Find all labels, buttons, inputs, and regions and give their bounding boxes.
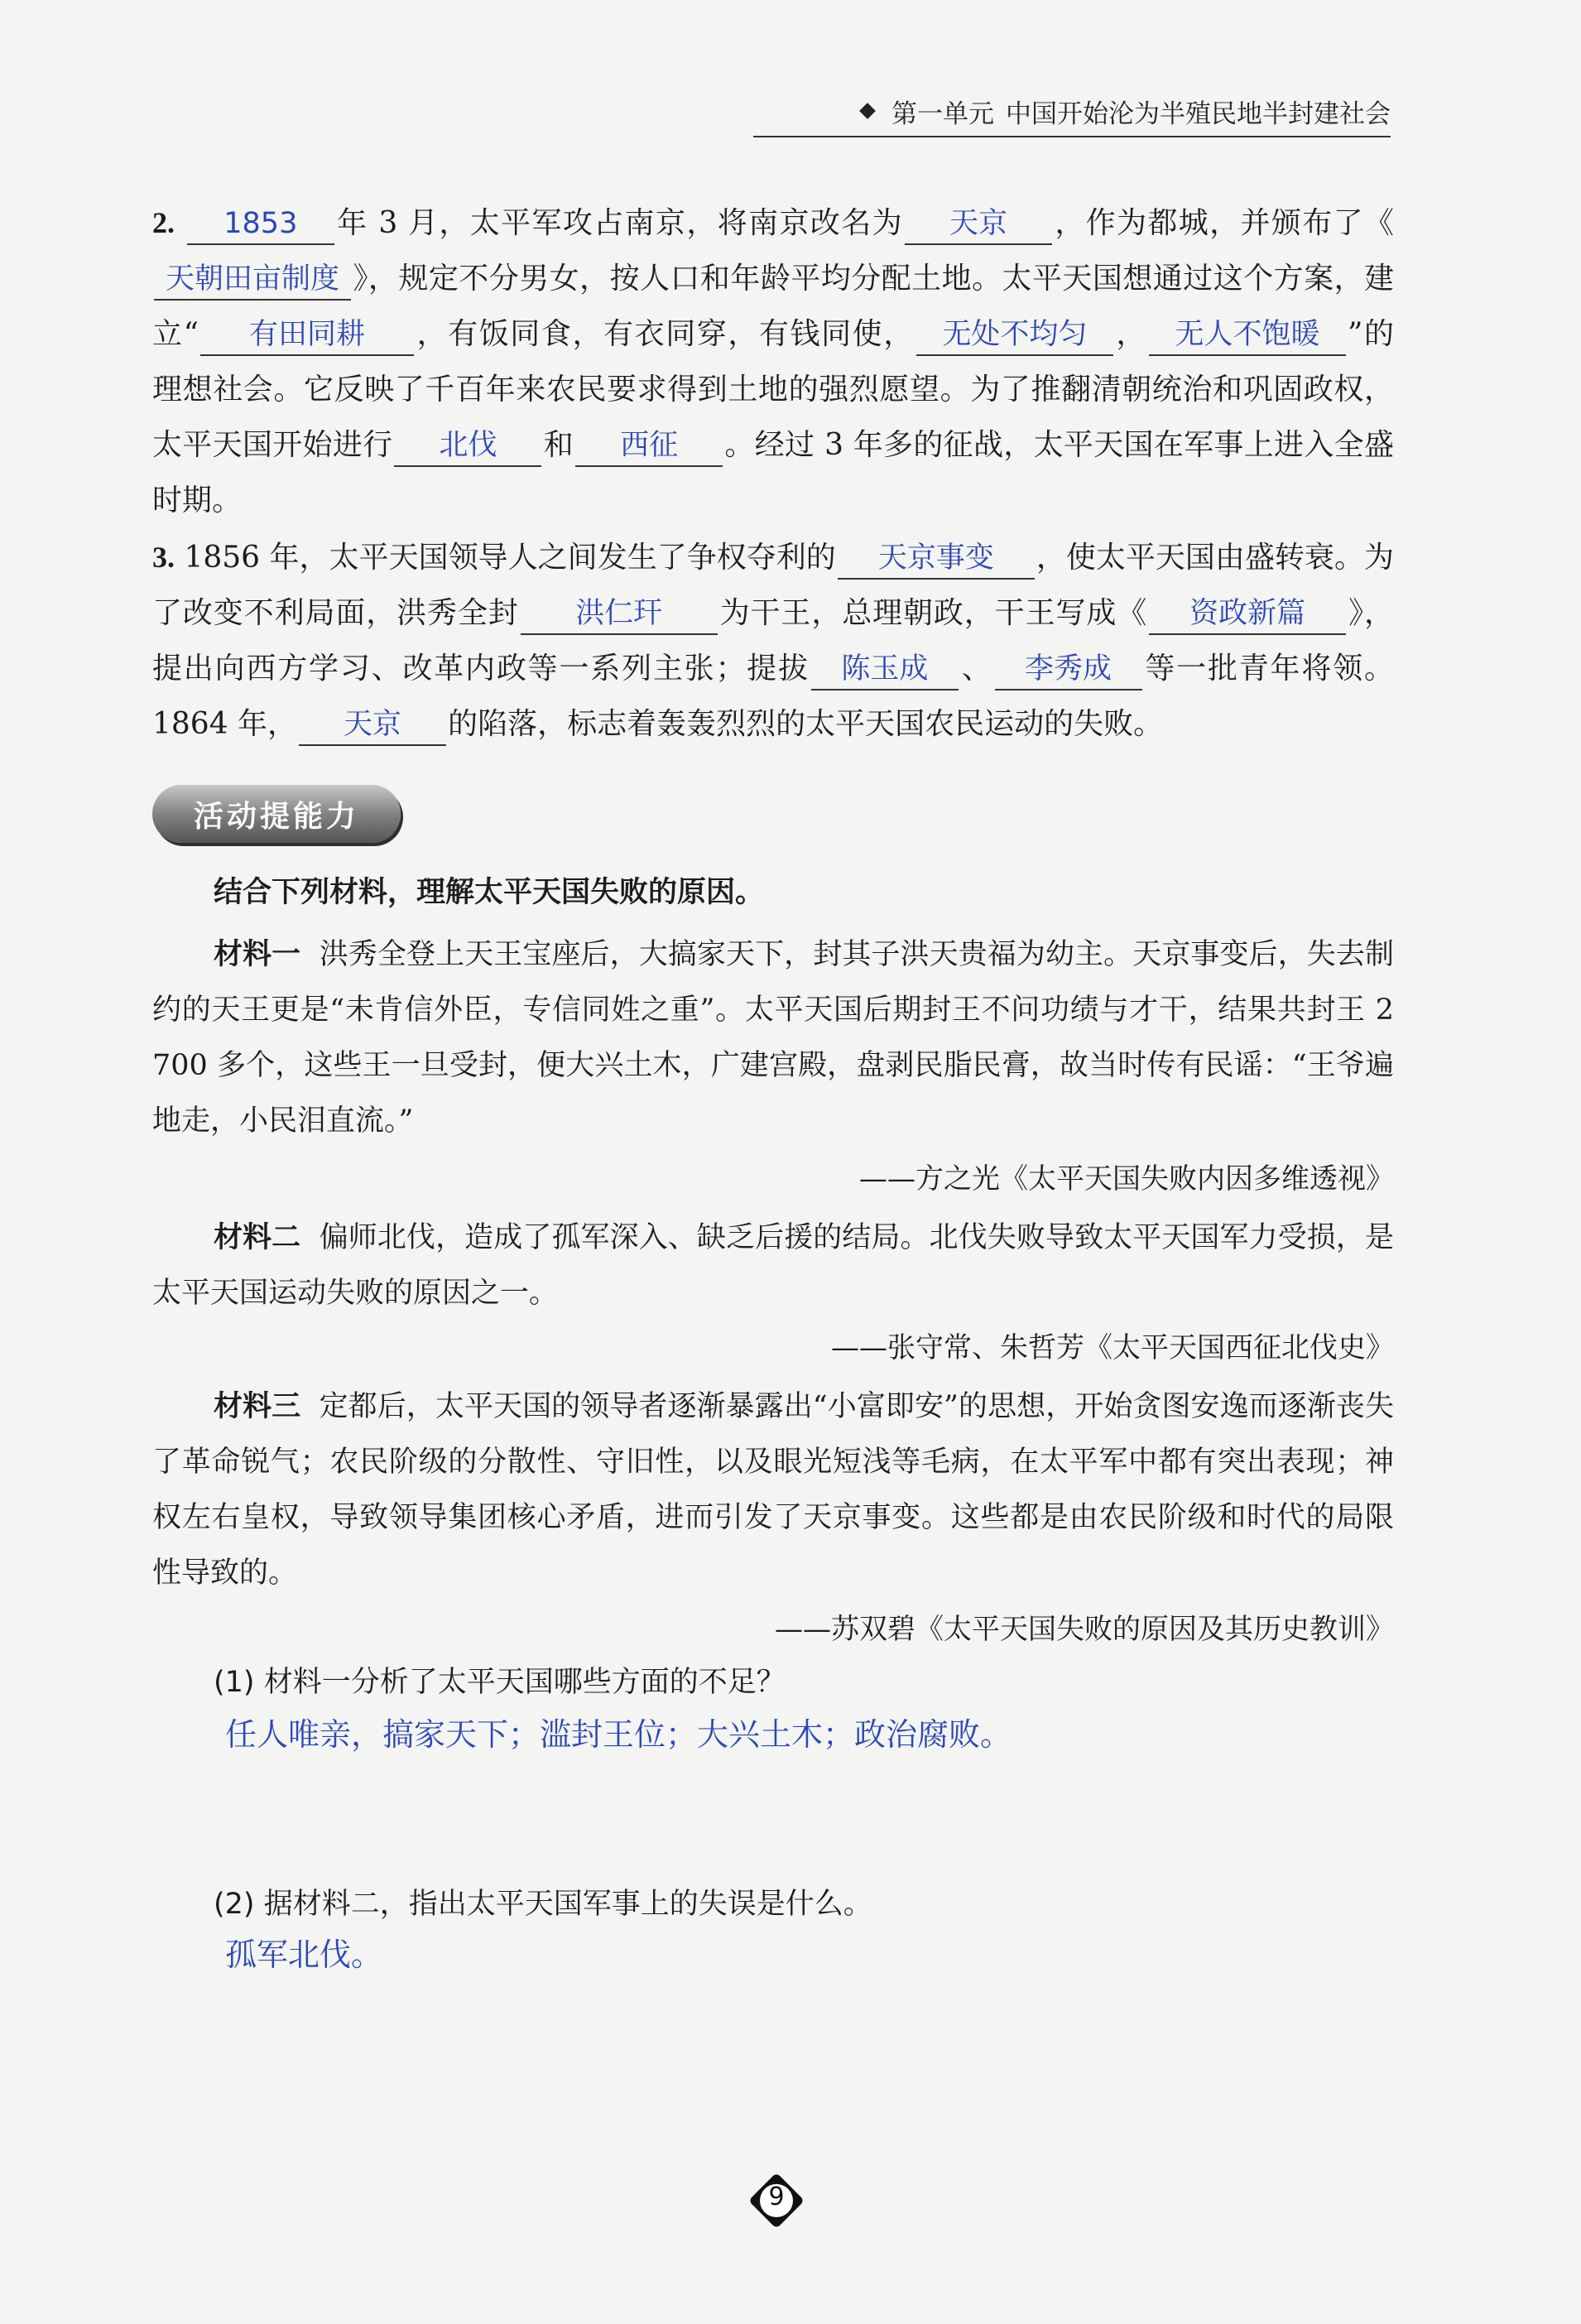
material-2: [152, 1210, 1394, 1321]
instruction: 结合下列材料，理解太平天国失败的原因。: [214, 876, 765, 909]
answer-blank: 西征: [575, 426, 723, 467]
sub-answer-2: 孤军北伐。: [225, 1937, 383, 1973]
answer-blank: 天京: [299, 705, 446, 746]
page-number: [747, 2171, 806, 2230]
sub-answer-1: 任人唯亲，搞家天下；滥封王位；大兴土木；政治腐败。: [225, 1716, 1012, 1753]
question-2: 2. 1853 年 3 月，太平军攻占南京，将南京改名为 天京 ，作为都城，并颁布了《天朝田亩制度 》，规定不分男女，按人口和年龄平均分配土地。太平天国想通过这个方案，建立“ 有田同耕 ，有饭同食，有衣同穿，有钱同使， 无处不均匀 ， 无人不饱暖 ”的理想社会。它反映了千百年来农民要求得到土地的强烈愿望。为了推翻清朝统治和巩固政权，太平天国开始进行 北伐 和 西征 。经过 3 年多的征战，太平天国在军事上进入全盛时期。: [152, 195, 1394, 528]
material-source: ——苏双碧《太平天国失败的原因及其历史教训》: [775, 1613, 1394, 1646]
material-label: 材料二: [214, 1221, 301, 1254]
material-source: ——张守常、朱哲芳《太平天国西征北伐史》: [831, 1331, 1394, 1364]
material-label: 材料三: [214, 1390, 301, 1423]
diamond-bullet-icon: [859, 103, 876, 119]
answer-blank: 天朝田亩制度: [154, 259, 351, 301]
answer-blank: 李秀成: [995, 649, 1142, 690]
material-1: [152, 927, 1394, 1149]
question-3: 3. 1856 年，太平天国领导人之间发生了争权夺利的 天京事变 ，使太平天国由盛转衰。为了改变不利局面，洪秀全封 洪仁玕 为干王，总理朝政，干王写成《 资政新篇 》，提出向西方学习、改革内政等一系列主张；提拔 陈玉成 、 李秀成 等一批青年将领。1864 年， 天京 的陷落，标志着轰轰烈烈的太平天国农民运动的失败。: [152, 530, 1394, 752]
answer-blank: 无处不均匀: [916, 315, 1113, 356]
answer-blank: 天京: [905, 204, 1052, 245]
section-tag: 活动提能力: [152, 785, 401, 843]
material-text: 偏师北伐，造成了孤军深入、缺乏后援的结局。北伐失败导致太平天国军力受损，是太平天国运动失败的原因之一。: [152, 1221, 1394, 1310]
answer-blank: 陈玉成: [811, 649, 959, 690]
answer-blank: 1853: [187, 204, 334, 245]
answer-blank: 资政新篇: [1149, 594, 1346, 635]
question-number: 2.: [152, 206, 175, 239]
material-text: 洪秀全登上天王宝座后，大搞家天下，封其子洪天贵福为幼主。天京事变后，失去制约的天王更是“未肯信外臣，专信同姓之重”。太平天国后期封王不问功绩与才干，结果共封王 2 700 多个，这些王一旦受封，便大兴土木，广建宫殿，盘剥民脂民膏，故当时传有民谣：“王爷遍地走，小民泪直流。”: [152, 938, 1394, 1138]
material-source: ——方之光《太平天国失败内因多维透视》: [859, 1162, 1394, 1196]
sub-question-1: (1) 材料一分析了太平天国哪些方面的不足？: [214, 1666, 786, 1699]
page-header: [745, 86, 1391, 136]
material-label: 材料一: [214, 938, 301, 971]
answer-blank: 洪仁玕: [521, 594, 718, 635]
header-rule: [753, 136, 1391, 137]
answer-blank: 有田同耕: [200, 315, 414, 356]
page-number-text: 9: [768, 2182, 785, 2211]
answer-blank: 无人不饱暖: [1149, 315, 1346, 356]
question-number: 3.: [152, 541, 175, 574]
unit-title: 中国开始沦为半殖民地半封建社会: [1006, 99, 1391, 129]
sub-question-2: (2) 据材料二，指出太平天国军事上的失误是什么。: [214, 1888, 872, 1921]
material-text: 定都后，太平天国的领导者逐渐暴露出“小富即安”的思想，开始贪图安逸而逐渐丧失了革命锐气；农民阶级的分散性、守旧性，以及眼光短浅等毛病，在太平军中都有突出表现；神权左右皇权，导致领导集团核心矛盾，进而引发了天京事变。这些都是由农民阶级和时代的局限性导致的。: [152, 1390, 1394, 1590]
unit-label: 第一单元: [891, 99, 994, 129]
material-3: [152, 1379, 1394, 1601]
answer-blank: 北伐: [394, 426, 541, 467]
answer-blank: 天京事变: [838, 538, 1035, 580]
